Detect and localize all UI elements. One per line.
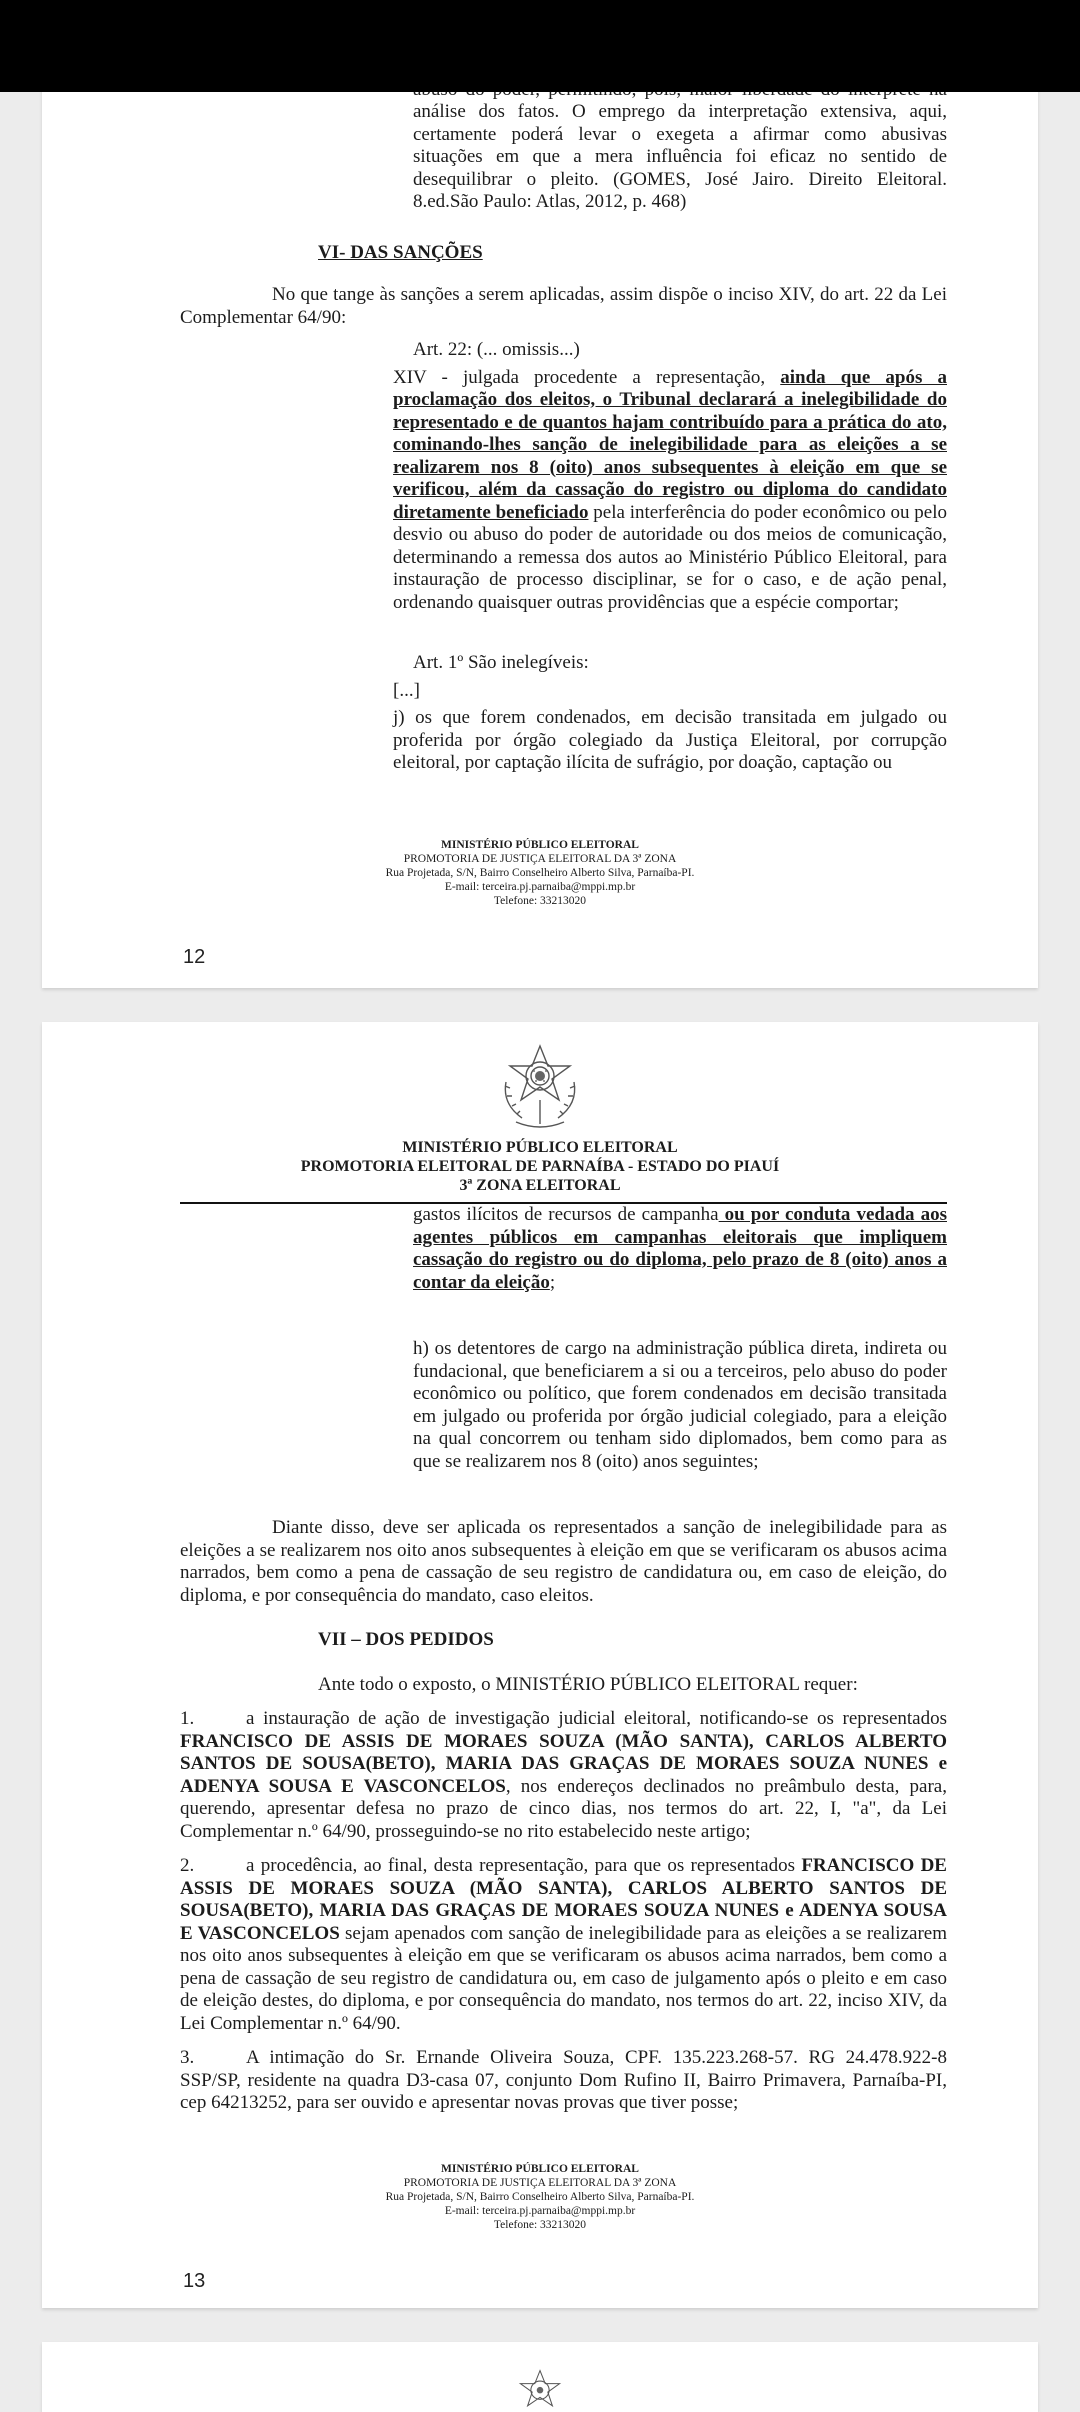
item-text: a instauração de ação de investigação judicial eleitoral, notificando-se os representados — [246, 1708, 947, 1729]
requests-intro: Ante todo o exposto, o MINISTÉRIO PÚBLICO ELEITORAL requer: — [318, 1673, 858, 1695]
request-item-1 — [180, 1708, 947, 1843]
art1-heading: Art. 1º São inelegíveis: — [413, 652, 589, 673]
document-page-14 — [42, 2342, 1038, 2412]
section-title-sancoes: VI- DAS SANÇÕES — [318, 241, 483, 263]
art22-inciso-xiv — [393, 367, 947, 615]
status-bar — [0, 0, 1080, 92]
item-text: a procedência, ao final, desta representação, para que os representados — [246, 1855, 802, 1876]
item-text: , nos endereços declinados no preâmbulo desta, para, querendo, apresentar defesa no prazo de cinco dias, nos termos do art. 22, I, "a", da Lei Complementar n.º 64/90, prosseguindo-se no rito estabelecido neste artigo; — [180, 1775, 947, 1842]
quote-line: análise dos fatos. O emprego da interpretação extensiva, aqui, — [413, 101, 947, 122]
footer-title: MINISTÉRIO PÚBLICO ELEITORAL — [441, 2163, 639, 2175]
page-12-body — [180, 64, 947, 775]
quote-line: desequilibrar o pleito. (GOMES, José Jairo. Direito Eleitoral. — [413, 168, 947, 190]
item-text: sejam apenados com sanção de inelegibilidade para as eleições a se realizarem nos oito anos subsequentes à eleição em que se verificaram os abusos acima narrados, bem como a pena de cassação de seu registro de candidatura ou, em caso de julgamento após o pleito e em caso de eleição destes, do diploma, e por consequência do mandato, nos termos do art. 22, inciso XIV, da Lei Complementar n.º 64/90. — [180, 1922, 947, 2034]
cont-end: ; — [549, 1271, 556, 1293]
page-number: 13 — [183, 2270, 206, 2292]
section-title-pedidos: VII – DOS PEDIDOS — [318, 1629, 494, 1650]
footer-title: MINISTÉRIO PÚBLICO ELEITORAL — [441, 839, 639, 851]
document-page-13 — [42, 1022, 1038, 2308]
inciso-text-end: pela interferência do poder econômico ou pelo desvio ou abuso do poder de autoridade ou dos meios de comunicação, determinando a remessa dos autos ao Ministério Público Eleitoral, para instauração de processo disciplinar, se for o caso, e de ação penal, ordenando quaisquer outras providências que a espécie comportar; — [393, 501, 947, 613]
page-number: 12 — [183, 946, 206, 968]
inciso-text-start: XIV - julgada procedente a representação, — [393, 366, 781, 388]
quote-line: 8.ed.São Paulo: Atlas, 2012, p. 468) — [413, 191, 687, 212]
alinea-j: j) os que forem condenados, em decisão transitada em julgado ou proferida por órgão colegiado da Justiça Eleitoral, por corrupção eleitoral, por captação ilícita de sufrágio, por doação, captação ou — [393, 707, 947, 773]
document-page-12 — [42, 0, 1038, 988]
defendants-names: FRANCISCO DE ASSIS DE MORAES SOUZA (MÃO SANTA), CARLOS ALBERTO SANTOS DE SOUSA(BETO), MARIA DAS GRAÇAS DE MORAES SOUZA NUNES e ADENYA SOUSA E VASCONCELOS — [180, 1855, 947, 1944]
brazil-coat-of-arms-icon — [492, 1042, 588, 1134]
alinea-j-continuation — [413, 1204, 947, 1294]
footer-line: PROMOTORIA DE JUSTIÇA ELEITORAL DA 3ª ZONA — [403, 853, 677, 865]
quote-line: certamente poderá levar o exegeta a afirmar como abusivas — [413, 123, 947, 145]
art22-heading: Art. 22: (... omissis...) — [413, 339, 580, 360]
conclusion-paragraph: Diante disso, deve ser aplicada os representados a sanção de inelegibilidade para as eleições a se realizarem nos oito anos subsequentes à eleição em que se verificaram os abusos acima narrados, bem como a pena de cassação de seu registro de candidatura ou, em caso de eleição, do diploma, e por consequência do mandato, caso eleitos. — [180, 1517, 947, 1606]
item-number: 2. — [180, 1855, 195, 1876]
footer-address: Rua Projetada, S/N, Bairro Conselheiro Alberto Silva, Parnaíba-PI. — [385, 867, 695, 879]
page-13-body — [180, 1204, 947, 2115]
footer-phone: Telefone: 33213020 — [493, 895, 587, 907]
letterhead-line-1: MINISTÉRIO PÚBLICO ELEITORAL — [402, 1139, 678, 1156]
letterhead-line-3: 3ª ZONA ELEITORAL — [459, 1177, 621, 1194]
page-13-footer — [42, 2162, 1038, 2232]
request-item-3 — [180, 2047, 947, 2115]
defendants-names: FRANCISCO DE ASSIS DE MORAES SOUZA (MÃO SANTA), CARLOS ALBERTO SANTOS DE SOUSA(BETO), MARIA DAS GRAÇAS DE MORAES SOUZA NUNES e ADENYA SOUSA E VASCONCELOS — [180, 1730, 947, 1797]
quote-line: situações em que a mera influência foi eficaz no sentido de — [413, 146, 947, 167]
footer-phone: Telefone: 33213020 — [493, 2219, 587, 2231]
alinea-h: h) os detentores de cargo na administração pública direta, indireta ou fundacional, que beneficiarem a si ou a terceiros, pelo abuso do poder econômico ou político, que forem condenados em decisão transitada em julgado ou proferida por órgão judicial colegiado, para a eleição na qual concorrem ou tenham sido diplomados, bem como para as que se realizarem nos 8 (oito) anos seguintes; — [413, 1338, 947, 1472]
cont-emphasis: ou por conduta vedada aos agentes públicos em campanhas eleitorais que impliquem cassação do registro ou do diploma, pelo prazo de 8 (oito) anos a contar da eleição — [413, 1204, 947, 1293]
letterhead-line-2: PROMOTORIA ELEITORAL DE PARNAÍBA - ESTADO DO PIAUÍ — [300, 1158, 780, 1175]
sanctions-intro: No que tange às sanções a serem aplicadas, assim dispõe o inciso XIV, do art. 22 da Lei Complementar 64/90: — [180, 284, 947, 328]
letterhead — [42, 1042, 1038, 1195]
ellipsis: [...] — [393, 679, 420, 701]
request-item-2 — [180, 1855, 947, 2035]
footer-email: E-mail: terceira.pj.parnaiba@mppi.mp.br — [444, 881, 636, 893]
footer-line: PROMOTORIA DE JUSTIÇA ELEITORAL DA 3ª ZONA — [403, 2177, 677, 2189]
item-text: A intimação do Sr. Ernande Oliveira Souza, CPF. 135.223.268-57. RG 24.478.922-8 SSP/SP, residente na quadra D3-casa 07, conjunto Dom Rufino II, Bairro Primavera, Parnaíba-PI, cep 64213252, para ser ouvido e apresentar novas provas que tiver posse; — [180, 2047, 947, 2113]
footer-email: E-mail: terceira.pj.parnaiba@mppi.mp.br — [444, 2205, 636, 2217]
cont-text: gastos ilícitos de recursos de campanha — [413, 1204, 719, 1225]
item-number: 3. — [180, 2047, 195, 2068]
page-12-footer — [42, 838, 1038, 908]
brazil-coat-of-arms-icon — [500, 2368, 580, 2412]
footer-address: Rua Projetada, S/N, Bairro Conselheiro Alberto Silva, Parnaíba-PI. — [385, 2191, 695, 2203]
item-number: 1. — [180, 1708, 195, 1729]
inciso-emphasis: ainda que após a proclamação dos eleitos, o Tribunal declarará a inelegibilidade do representado e de quantos hajam contribuído para a prática do ato, cominando-lhes sanção de inelegibilidade para as eleições a se realizarem nos 8 (oito) anos subsequentes à eleição em que se verificou, além da cassação do registro ou diploma do candidato diretamente beneficiado — [393, 366, 947, 523]
